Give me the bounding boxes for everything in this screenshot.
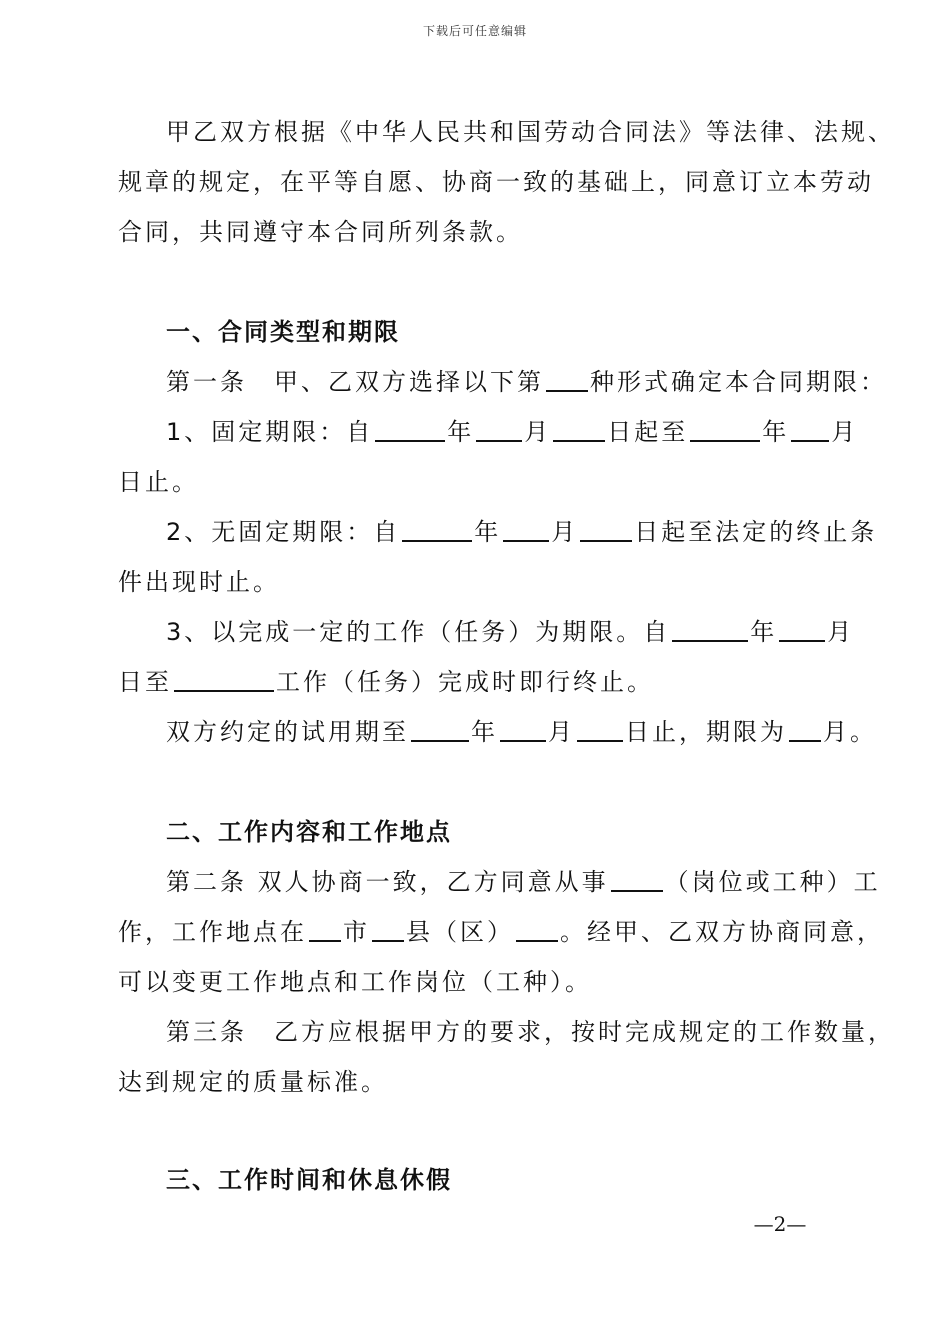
task-term-text-d: 日至 (118, 668, 172, 696)
trial-text-d: 日止，期限为 (625, 718, 787, 746)
article-2-text-c: 作，工作地点在 (118, 918, 307, 946)
article-1-text-a: 第一条 甲、乙双方选择以下第 (166, 368, 544, 396)
article-2-text-e: 县（区） (406, 918, 514, 946)
blank (577, 718, 623, 742)
article-2-line-1 (166, 868, 881, 897)
article-1-text-b: 种形式确定本合同期限： (590, 368, 887, 396)
trial-text-b: 年 (471, 718, 498, 746)
blank (779, 618, 825, 642)
article-1-line (166, 368, 887, 397)
open-term-text-a: 2、无固定期限：自 (166, 518, 401, 546)
task-term-line-2 (118, 668, 858, 697)
fixed-term-text-d: 日起至 (607, 418, 689, 446)
position-blank (611, 868, 663, 892)
task-term-text-e: 工作（任务）完成时即行终止。 (276, 668, 654, 696)
section-3-heading: 三、工作时间和休息休假 (166, 1166, 452, 1194)
trial-text-a: 双方约定的试用期至 (166, 718, 409, 746)
intro-line-3: 合同，共同遵守本合同所列条款。 (118, 218, 523, 246)
article-3-line-2: 达到规定的质量标准。 (118, 1068, 388, 1096)
article-2-text-d: 市 (343, 918, 370, 946)
page-header: 下载后可任意编辑 (422, 24, 527, 38)
blank (672, 618, 748, 642)
trial-period-line (166, 718, 877, 747)
open-term-text-b: 年 (474, 518, 502, 546)
article-2-text-a: 第二条 双人协商一致，乙方同意从事 (166, 868, 609, 896)
task-term-text-b: 年 (750, 618, 778, 646)
fixed-term-end: 日止。 (118, 468, 199, 496)
fixed-term-text-b: 年 (447, 418, 475, 446)
intro-line-2: 规章的规定，在平等自愿、协商一致的基础上，同意订立本劳动 (118, 168, 874, 196)
form-type-blank (546, 368, 588, 392)
trial-text-e: 月。 (823, 718, 877, 746)
article-3-line-1: 第三条 乙方应根据甲方的要求，按时完成规定的工作数量， (166, 1018, 895, 1046)
section-2-heading: 二、工作内容和工作地点 (166, 818, 452, 846)
intro-line-1: 甲乙双方根据《中华人民共和国劳动合同法》等法律、法规、 (166, 118, 895, 146)
task-term-text-a: 3、以完成一定的工作（任务）为期限。自 (166, 618, 671, 646)
section-1-heading: 一、合同类型和期限 (166, 318, 400, 346)
task-term-text-c: 月 (827, 618, 855, 646)
article-2-text-b: （岗位或工种）工 (664, 868, 881, 896)
county-blank (372, 918, 404, 942)
blank (553, 418, 605, 442)
blank (580, 518, 632, 542)
open-term-end: 件出现时止。 (118, 568, 280, 596)
fixed-term-line (166, 418, 858, 447)
blank (411, 718, 469, 742)
blank (789, 718, 821, 742)
fixed-term-text-e: 年 (762, 418, 790, 446)
blank (503, 518, 549, 542)
city-blank (309, 918, 341, 942)
page-number: —2— (753, 1212, 807, 1236)
blank (375, 418, 445, 442)
task-term-line (166, 618, 858, 647)
blank (690, 418, 760, 442)
trial-text-c: 月 (548, 718, 575, 746)
article-2-line-2 (118, 918, 884, 947)
article-2-text-f: 。经甲、乙双方协商同意， (560, 918, 884, 946)
place-blank (516, 918, 558, 942)
open-term-line (166, 518, 878, 547)
article-2-line-3: 可以变更工作地点和工作岗位（工种）。 (118, 968, 592, 996)
open-term-text-c: 月 (551, 518, 579, 546)
blank (402, 518, 472, 542)
open-term-text-d: 日起至法定的终止条 (634, 518, 878, 546)
fixed-term-text-a: 1、固定期限：自 (166, 418, 374, 446)
task-blank (174, 668, 274, 692)
blank (791, 418, 829, 442)
fixed-term-text-f: 月 (831, 418, 859, 446)
blank (500, 718, 546, 742)
fixed-term-text-c: 月 (524, 418, 552, 446)
blank (476, 418, 522, 442)
